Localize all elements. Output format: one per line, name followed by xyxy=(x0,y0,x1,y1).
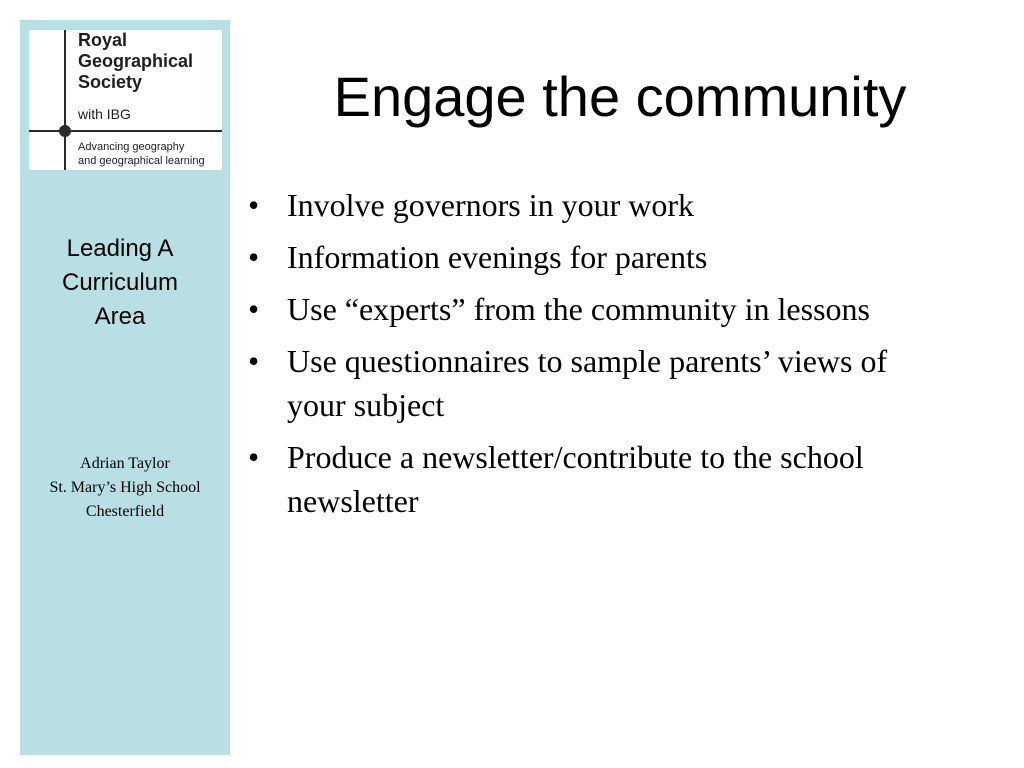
bullet-mark: • xyxy=(248,187,260,223)
logo-horizontal-line xyxy=(29,130,222,132)
logo-name-line: Royal xyxy=(78,30,128,50)
bullet-mark: • xyxy=(248,239,260,275)
bullet-text: Involve governors in your work xyxy=(287,187,695,223)
sidebar-heading xyxy=(20,232,220,334)
logo-tagline-line: Advancing geography xyxy=(78,141,185,153)
bullet-text: Information evenings for parents xyxy=(287,239,708,275)
bullet-mark: • xyxy=(248,343,260,379)
author-town: Chesterfield xyxy=(85,503,165,520)
sidebar-heading-line: Leading A xyxy=(66,235,174,262)
bullet-item xyxy=(248,235,938,279)
slide-title: Engage the community xyxy=(333,65,907,128)
bullet-mark: • xyxy=(248,291,260,327)
logo-with-ibg: with IBG xyxy=(78,106,131,122)
author-name: Adrian Taylor xyxy=(80,455,170,472)
bullet-list xyxy=(248,183,938,531)
bullet-mark: • xyxy=(248,439,260,475)
bullet-item xyxy=(248,435,938,523)
author-school: St. Mary’s High School xyxy=(49,479,201,496)
logo-tagline-line: and geographical learning xyxy=(78,155,205,167)
logo-society-name xyxy=(78,30,193,93)
author-info xyxy=(20,452,230,524)
logo-dot-icon xyxy=(59,125,71,137)
sidebar-panel xyxy=(20,20,230,755)
sidebar-heading-line: Area xyxy=(94,303,146,330)
bullet-item xyxy=(248,287,938,331)
bullet-text: Use questionnaires to sample parents’ views of your subject xyxy=(287,343,888,423)
bullet-text: Use “experts” from the community in lessons xyxy=(287,291,870,327)
logo-name-line: Society xyxy=(78,72,143,92)
logo-name-line: Geographical xyxy=(78,51,194,71)
bullet-item xyxy=(248,183,938,227)
logo-vertical-line xyxy=(64,30,66,170)
sidebar-heading-line: Curriculum xyxy=(61,269,178,296)
bullet-item xyxy=(248,339,938,427)
logo-tagline xyxy=(78,140,205,168)
rgs-logo xyxy=(29,30,222,170)
bullet-text: Produce a newsletter/contribute to the school newsletter xyxy=(287,439,864,519)
